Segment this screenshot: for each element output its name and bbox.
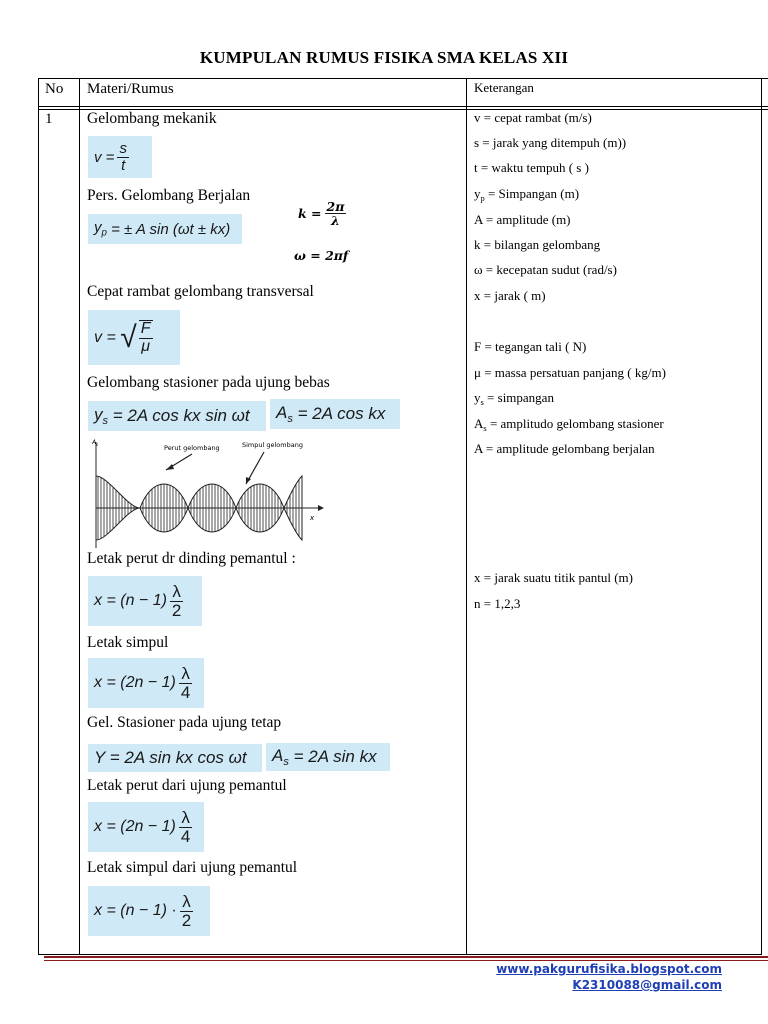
formula-letak-simpul-bebas: x = (2n − 1) $\frac{\lambda}{4}$ bbox=[88, 658, 204, 708]
page-title: KUMPULAN RUMUS FISIKA SMA KELAS XII bbox=[199, 48, 569, 67]
formula-omega: ω = 2πf bbox=[294, 248, 349, 263]
ket-yp: $y_p$ = Simpangan (m) bbox=[474, 186, 580, 203]
materi-letak-perut-dinding: Letak perut dr dinding pemantul : bbox=[87, 550, 296, 567]
ket-omega: ω = kecepatan sudut (rad/s) bbox=[474, 262, 617, 277]
materi-gelombang-berjalan: Pers. Gelombang Berjalan bbox=[87, 187, 251, 204]
ket-ys: $y_s$ = simpangan bbox=[474, 390, 554, 407]
ket-F: F = tegangan tali ( N) bbox=[474, 339, 587, 354]
formula-letak-simpul-tetap: x = (n − 1) · $\frac{\lambda}{2}$ bbox=[88, 886, 210, 936]
ket-x-pantul: x = jarak suatu titik pantul (m) bbox=[474, 570, 633, 585]
header-materi: Materi/Rumus bbox=[87, 81, 174, 97]
ket-As: $A_s$ = amplitudo gelombang stasioner bbox=[474, 416, 664, 433]
materi-cepat-rambat-transversal: Cepat rambat gelombang transversal bbox=[87, 283, 314, 300]
materi-stasioner-ujung-tetap: Gel. Stasioner pada ujung tetap bbox=[87, 714, 282, 731]
materi-letak-simpul-tetap: Letak simpul dari ujung pemantul bbox=[87, 859, 298, 876]
materi-letak-simpul: Letak simpul bbox=[87, 634, 169, 651]
formula-yp: $y_p$ = ± A sin (ωt ± kx) bbox=[88, 214, 242, 244]
materi-gelombang-mekanik: Gelombang mekanik bbox=[87, 110, 217, 127]
formula-as-bebas: $A_s$ = 2A cos kx bbox=[270, 399, 400, 429]
graph-label-simpul: Simpul gelombang bbox=[242, 441, 303, 449]
ket-mu: μ = massa persatuan panjang ( kg/m) bbox=[474, 365, 666, 380]
formula-letak-perut-tetap: x = (2n − 1) $\frac{\lambda}{4}$ bbox=[88, 802, 204, 852]
standing-wave-graph bbox=[88, 436, 326, 548]
ket-A: A = amplitude (m) bbox=[474, 212, 571, 227]
formula-as-tetap: $A_s$ = 2A sin kx bbox=[266, 743, 390, 771]
graph-axis-y-label: $A_s$ bbox=[92, 439, 99, 447]
ket-x: x = jarak ( m) bbox=[474, 288, 546, 303]
footer-url-link[interactable]: www.pakgurufisika.blogspot.com bbox=[496, 962, 722, 976]
ket-v: v = cepat rambat (m/s) bbox=[474, 110, 592, 125]
footer-email-link[interactable]: K2310088@gmail.com bbox=[572, 978, 722, 992]
formula-ys-bebas: $y_s$ = 2A cos kx sin ωt bbox=[88, 401, 266, 431]
formula-letak-perut-bebas: x = (n − 1) $\frac{\lambda}{2}$ bbox=[88, 576, 202, 626]
formula-Y-tetap: Y = 2A sin kx cos ωt bbox=[88, 744, 262, 772]
materi-letak-perut-tetap: Letak perut dari ujung pemantul bbox=[87, 777, 287, 794]
header-keterangan: Keterangan bbox=[474, 80, 534, 95]
graph-axis-x-label: x bbox=[310, 514, 315, 522]
formula-k: k = $\frac{2\pi}{\lambda}$ bbox=[298, 199, 345, 229]
row-number: 1 bbox=[45, 111, 53, 127]
formula-v-s-t: v = $\frac{s}{t}$ bbox=[88, 136, 152, 178]
graph-label-perut: Perut gelombang bbox=[164, 444, 220, 452]
materi-stasioner-ujung-bebas: Gelombang stasioner pada ujung bebas bbox=[87, 374, 330, 391]
ket-s: s = jarak yang ditempuh (m)) bbox=[474, 135, 627, 150]
ket-n: n = 1,2,3 bbox=[474, 596, 521, 611]
header-no: No bbox=[45, 81, 64, 97]
ket-t: t = waktu tempuh ( s ) bbox=[474, 160, 589, 175]
ket-k: k = bilangan gelombang bbox=[474, 237, 601, 252]
ket-A-berjalan: A = amplitude gelombang berjalan bbox=[474, 441, 655, 456]
formula-v-sqrt: v = √ $\frac{F}{\mu}$ bbox=[88, 310, 180, 365]
